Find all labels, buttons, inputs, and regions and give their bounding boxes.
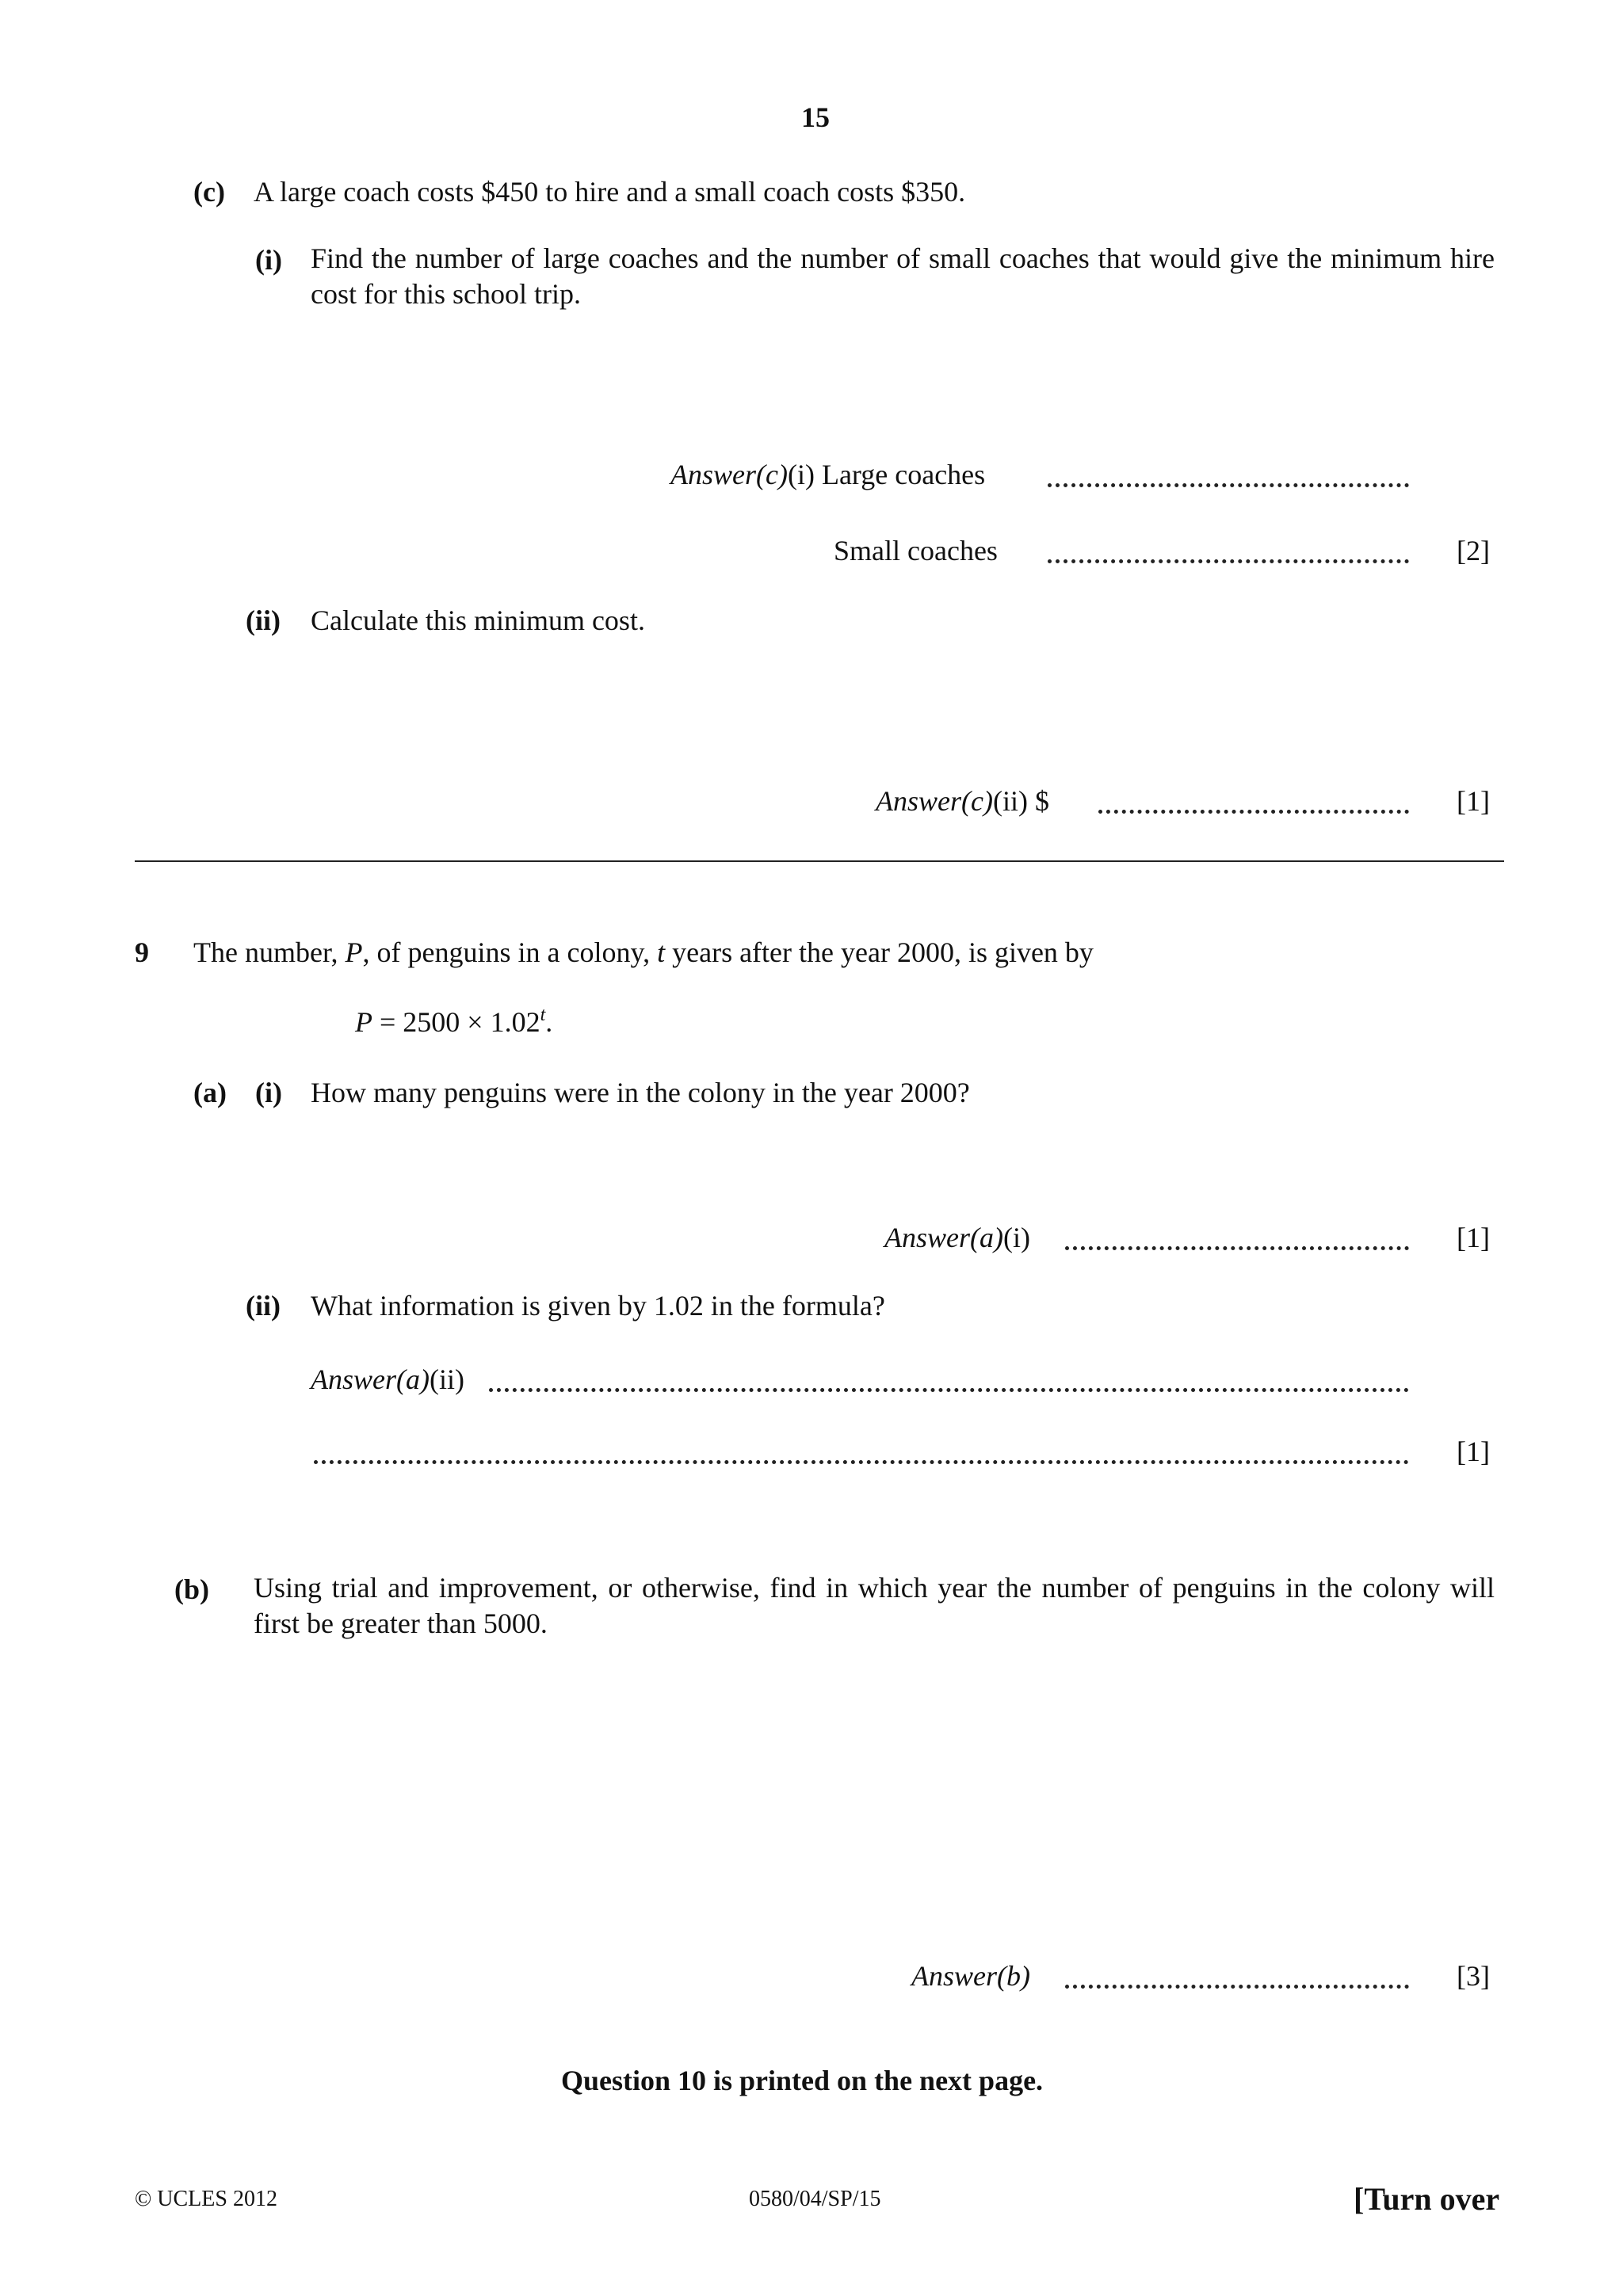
- part-c-label: (c): [193, 176, 225, 208]
- part-c-text: A large coach costs $450 to hire and a small coach costs $350.: [254, 176, 966, 208]
- answer-a-ii-rest: (ii): [429, 1363, 464, 1395]
- answer-c-ii-label: [876, 787, 1049, 815]
- part-b-text: Using trial and improvement, or otherwise, find in which year the number of penguins in the colony will first be greater than 5000.: [254, 1572, 1495, 1639]
- answer-c-ii-rest: (ii) $: [992, 785, 1049, 817]
- question-9-number: 9: [135, 936, 149, 968]
- answer-b-line[interactable]: [1065, 1985, 1409, 1989]
- answer-b-label: [911, 1962, 1030, 1990]
- part-c-i-text: Find the number of large coaches and the number of small coaches that would give the minimum hire cost for this school trip.: [311, 242, 1495, 310]
- marks-c-i: [2]: [1457, 535, 1490, 566]
- next-page-note: Question 10 is printed on the next page.: [561, 2065, 1044, 2096]
- formula-end: .: [545, 1006, 553, 1038]
- answer-a-ii-label: [311, 1365, 464, 1394]
- turn-over: [Turn over: [1354, 2181, 1500, 2217]
- page-number: 15: [801, 101, 830, 133]
- part-a-label: (a): [193, 1077, 227, 1108]
- answer-a-ii-line-1[interactable]: [489, 1388, 1409, 1392]
- answer-c-i-label: [670, 460, 985, 489]
- intro-variable-t: t: [657, 936, 666, 968]
- part-c-ii-text: Calculate this minimum cost.: [311, 605, 645, 636]
- formula-exponent: t: [540, 1005, 546, 1025]
- part-a-i-text: How many penguins were in the colony in the year 2000?: [311, 1077, 970, 1108]
- intro-mid: , of penguins in a colony,: [362, 936, 658, 968]
- question-9-intro: [193, 938, 1094, 967]
- part-a-ii-label: (ii): [246, 1290, 281, 1322]
- formula-body: = 2500 × 1.02: [372, 1006, 540, 1038]
- intro-variable-p: P: [345, 936, 363, 968]
- answer-a-ii-line-2[interactable]: [314, 1460, 1409, 1464]
- answer-c-i-rest: (i) Large coaches: [787, 459, 986, 490]
- answer-c-i-small-line[interactable]: [1048, 559, 1409, 563]
- footer-code: 0580/04/SP/15: [749, 2187, 881, 2211]
- marks-b: [3]: [1457, 1960, 1490, 1992]
- answer-a-i-label: [884, 1223, 1030, 1252]
- answer-c-i-large-line[interactable]: [1048, 483, 1409, 487]
- answer-a-i-rest: (i): [1002, 1222, 1030, 1253]
- answer-a-i-line[interactable]: [1065, 1246, 1409, 1250]
- part-a-ii-text: What information is given by 1.02 in the formula?: [311, 1290, 885, 1322]
- answer-c-ii-italic: Answer(c): [876, 785, 993, 817]
- footer-copyright: © UCLES 2012: [135, 2187, 277, 2211]
- formula-variable-p: P: [355, 1006, 372, 1038]
- part-c-ii-label: (ii): [246, 605, 281, 636]
- marks-a-i: [1]: [1457, 1222, 1490, 1253]
- part-b-label: (b): [174, 1573, 209, 1605]
- marks-c-ii: [1]: [1457, 785, 1490, 817]
- answer-c-i-small-label: Small coaches: [834, 535, 998, 566]
- marks-a-ii: [1]: [1457, 1436, 1490, 1467]
- answer-c-i-italic: Answer(c): [670, 459, 788, 490]
- intro-post: years after the year 2000, is given by: [665, 936, 1094, 968]
- formula: [355, 1005, 553, 1038]
- part-c-i-label: (i): [255, 244, 282, 276]
- answer-a-i-italic: Answer(a): [884, 1222, 1003, 1253]
- answer-c-ii-line[interactable]: [1098, 810, 1409, 814]
- intro-pre: The number,: [193, 936, 346, 968]
- part-a-i-label: (i): [255, 1077, 282, 1108]
- answer-b-italic: Answer(b): [911, 1960, 1030, 1992]
- question-separator: [135, 860, 1504, 862]
- answer-a-ii-italic: Answer(a): [311, 1363, 430, 1395]
